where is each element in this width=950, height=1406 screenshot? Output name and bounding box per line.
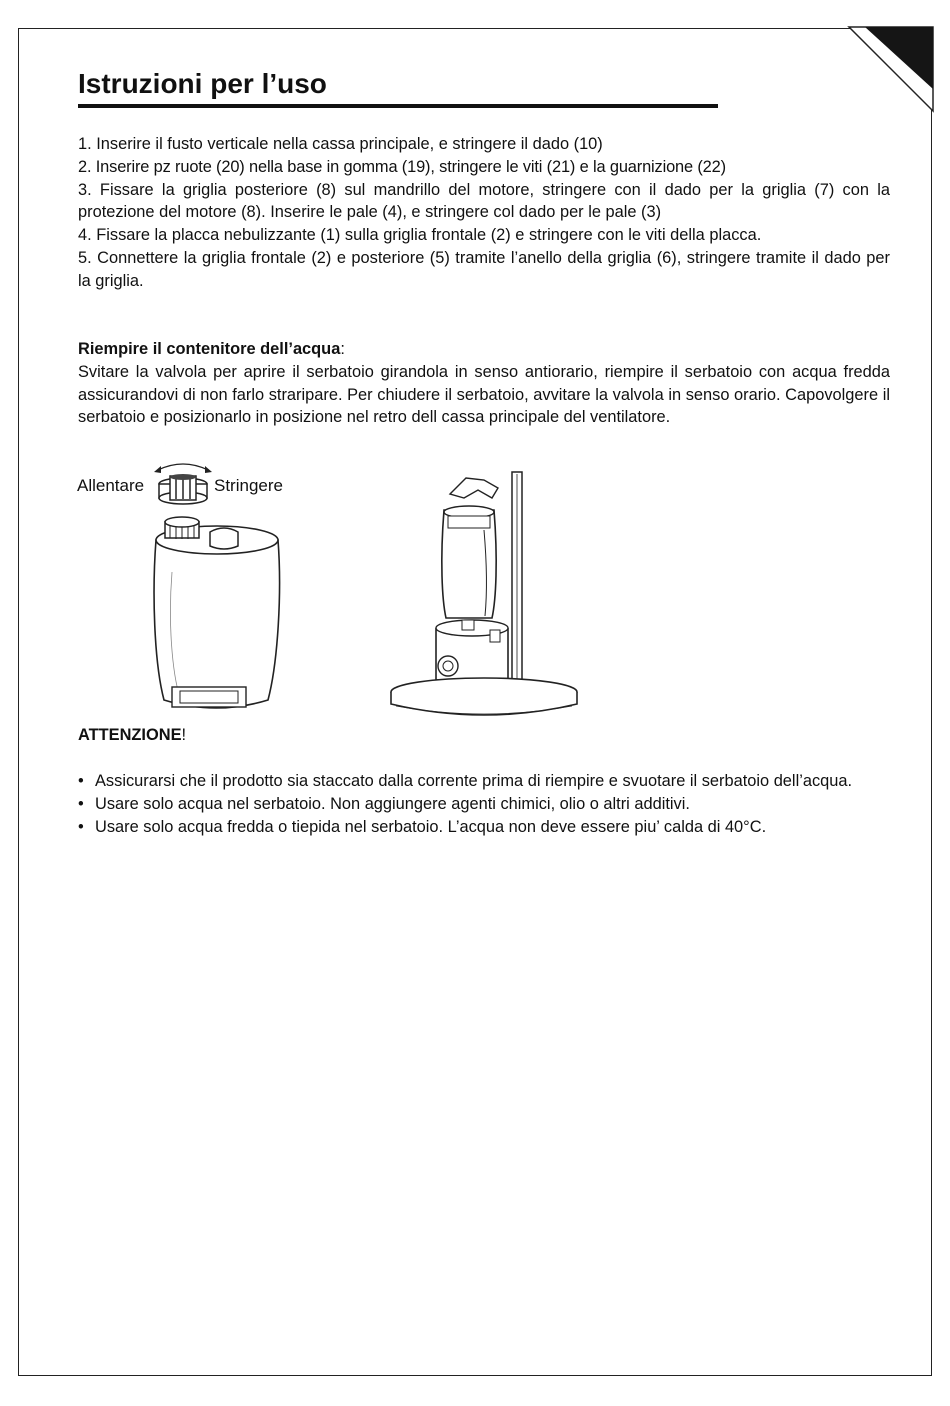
step-1: 1. Inserire il fusto verticale nella cassa principale, e stringere il dado (10) <box>78 135 603 153</box>
step-2: 2. Inserire pz ruote (20) nella base in gomma (19), stringere le viti (21) e la guarnizione (22) <box>78 157 726 176</box>
attention-item-text: Assicurarsi che il prodotto sia staccato dalla corrente prima di riempire e svuotare il serbatoio dell’acqua. <box>95 772 853 790</box>
step-3: 3. Fissare la griglia posteriore (8) sul mandrillo del motore, stringere con il dado per la griglia (7) con la protezione del motore (8). Inserire le pale (4), e stringere col dado per le pale (3) <box>78 180 890 222</box>
water-tank-illustration <box>150 512 285 717</box>
attention-item-text: Usare solo acqua nel serbatoio. Non aggiungere agenti chimici, olio o altri additivi. <box>95 794 690 813</box>
fill-heading-suffix: : <box>340 340 345 358</box>
bullet-dot: • <box>78 794 84 813</box>
tighten-label: Stringere <box>214 476 283 495</box>
attention-item-3 <box>78 816 890 839</box>
attention-item-1 <box>78 770 890 793</box>
bullet-dot: • <box>78 772 84 790</box>
step-5: 5. Connettere la griglia frontale (2) e posteriore (5) tramite l’anello della griglia (6), stringere tramite il dado per la griglia. <box>78 248 890 290</box>
step-4: 4. Fissare la placca nebulizzante (1) sulla griglia frontale (2) e stringere con le viti della placca. <box>78 226 762 245</box>
page-title: Istruzioni per l’uso <box>78 68 327 99</box>
fill-water-section <box>78 338 890 429</box>
attention-suffix: ! <box>181 726 187 744</box>
attention-item-2 <box>78 793 890 816</box>
fill-heading-line <box>78 338 890 361</box>
attention-item-text: Usare solo acqua fredda o tiepida nel serbatoio. L’acqua non deve essere piu’ calda di 40°C. <box>95 817 767 836</box>
attention-heading-line <box>78 726 186 745</box>
fill-body: Svitare la valvola per aprire il serbatoio girandola in senso antiorario, riempire il serbatoio con acqua fredda assicurandovi di non farlo straripare. Per chiudere il serbatoio, avvitare la valvola in senso orario. Capovolgere il serbatoio e posizionarlo in posizione nel retro dell cassa principale del ventilatore. <box>78 362 890 427</box>
attention-list <box>78 770 890 838</box>
title-underline <box>78 104 718 108</box>
fill-heading: Riempire il contenitore dell’acqua <box>78 340 341 358</box>
loosen-label: Allentare <box>77 476 145 495</box>
cap-rotation-icon <box>150 460 216 508</box>
fan-base-illustration <box>388 470 583 720</box>
corner-tab-decoration <box>849 27 933 111</box>
assembly-steps <box>78 133 890 293</box>
bullet-dot: • <box>78 817 84 836</box>
attention-heading: ATTENZIONE <box>78 726 182 744</box>
